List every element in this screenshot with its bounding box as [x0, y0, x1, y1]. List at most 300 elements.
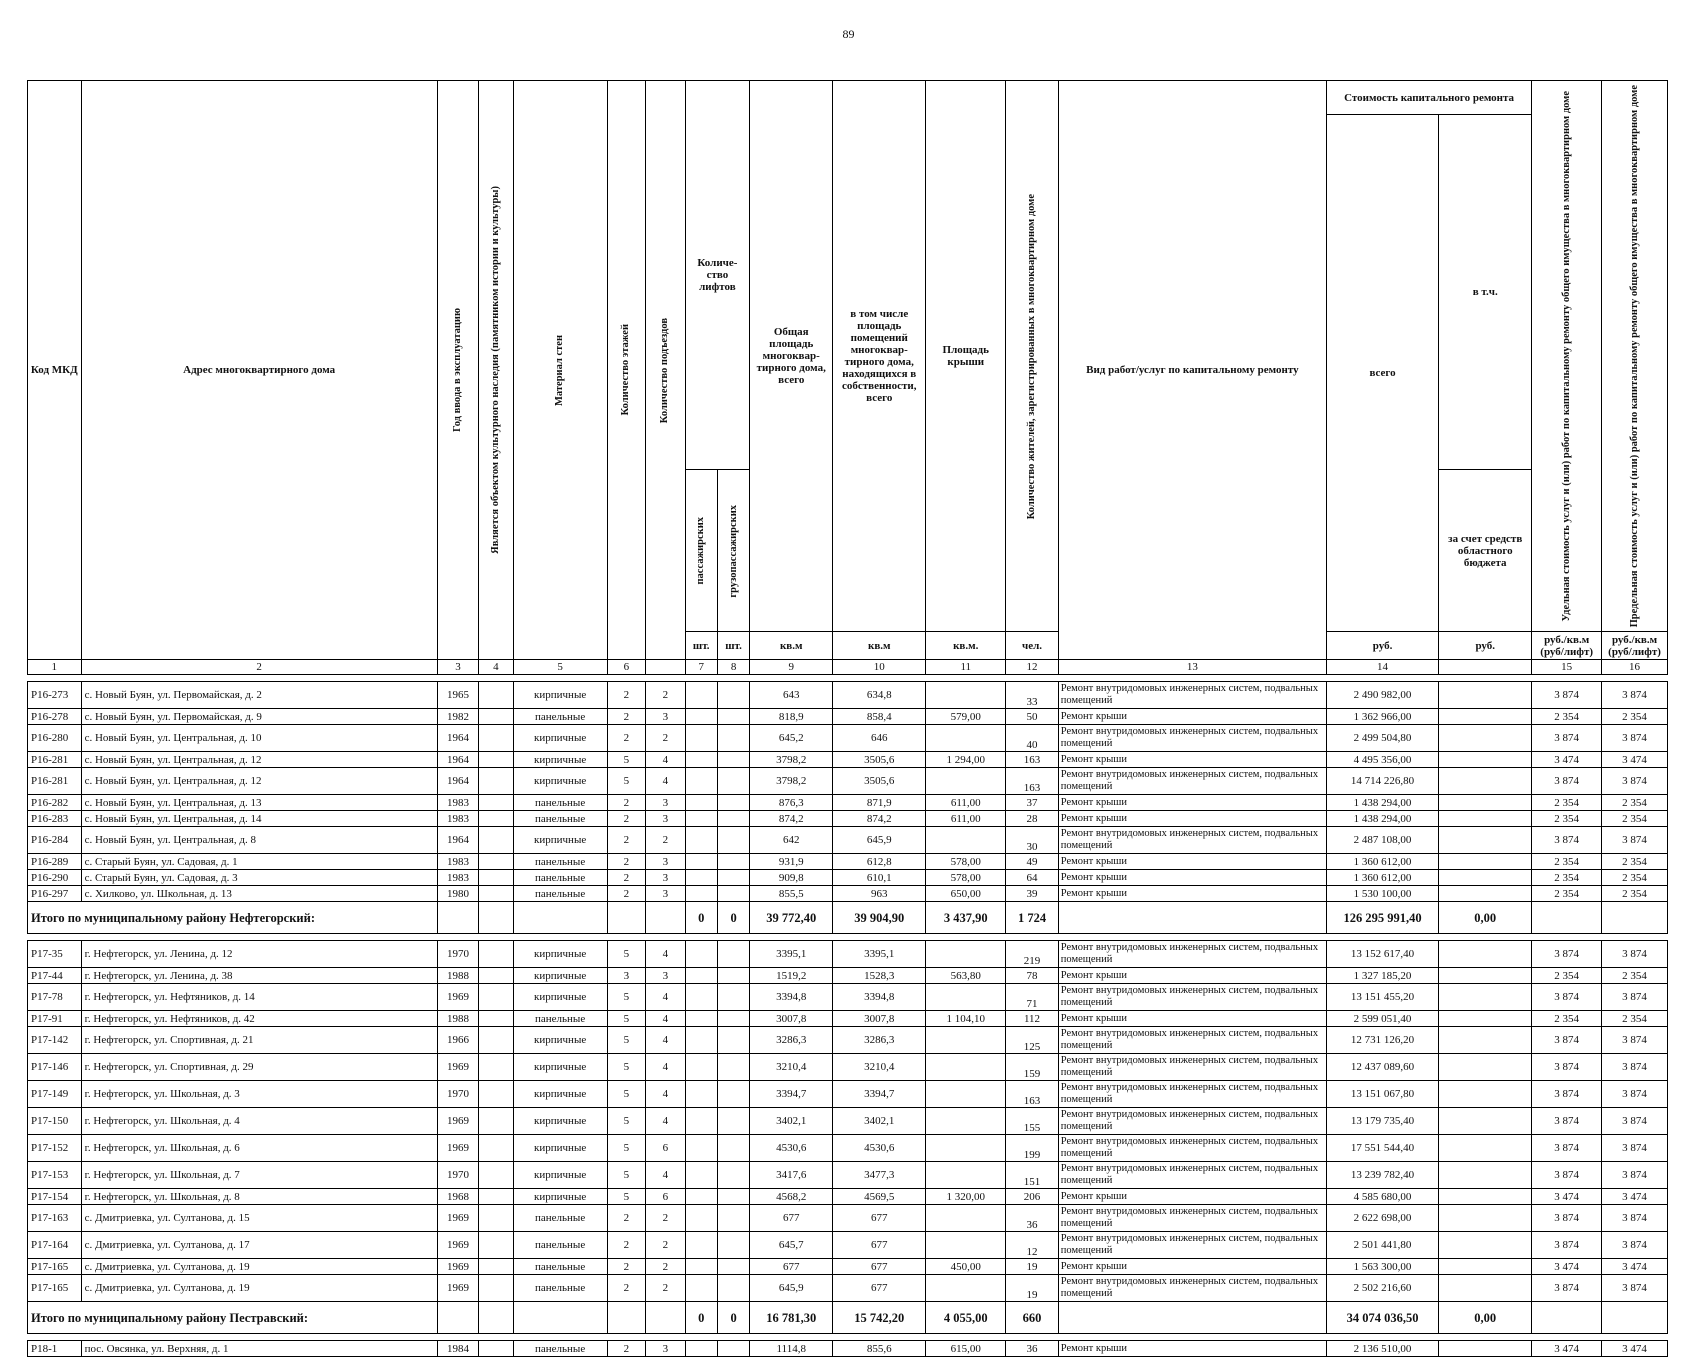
- total-area: 3286,3: [750, 1027, 833, 1054]
- roof-area: [926, 1232, 1006, 1259]
- regional-budget: [1439, 725, 1532, 752]
- regional-budget: [1439, 968, 1532, 984]
- heritage-flag: [479, 1259, 513, 1275]
- house-address: с. Новый Буян, ул. Центральная, д. 13: [81, 795, 437, 811]
- owned-area: 646: [833, 725, 926, 752]
- house-code: P17-44: [28, 968, 82, 984]
- floors-count: 5: [607, 752, 645, 768]
- commission-year: 1969: [437, 1275, 478, 1302]
- header-work-type: Вид работ/услуг по капитальному ремонту: [1058, 81, 1326, 660]
- limit-cost: 3 874: [1602, 768, 1668, 795]
- table-row: [28, 886, 1668, 902]
- entrances-count: 4: [646, 1081, 685, 1108]
- regional-budget: [1439, 941, 1532, 968]
- cost-total: 2 490 982,00: [1326, 682, 1438, 709]
- unit-cost: 3 874: [1532, 768, 1602, 795]
- unit-cost: 3 874: [1532, 1275, 1602, 1302]
- total-area: 909,8: [750, 870, 833, 886]
- page-number: 89: [842, 27, 855, 41]
- work-type: Ремонт крыши: [1058, 709, 1326, 725]
- owned-area: 677: [833, 1275, 926, 1302]
- heritage-flag: [479, 1341, 513, 1357]
- header-residents: Количество жителей, зарегистрированных в многоквартирном доме: [1026, 193, 1037, 519]
- floors-count: 5: [607, 984, 645, 1011]
- regional-budget: [1439, 1011, 1532, 1027]
- floors-count: 5: [607, 941, 645, 968]
- entrances-count: 4: [646, 984, 685, 1011]
- header-total-area: Общая площадь многоквар-тирного дома, всего: [750, 81, 833, 632]
- house-address: г. Нефтегорск, ул. Школьная, д. 4: [81, 1108, 437, 1135]
- work-type: Ремонт внутридомовых инженерных систем, подвальных помещений: [1058, 1027, 1326, 1054]
- floors-count: 2: [607, 1232, 645, 1259]
- roof-area: [926, 1027, 1006, 1054]
- cost-total: 13 152 617,40: [1326, 941, 1438, 968]
- table-row: [28, 870, 1668, 886]
- commission-year: 1968: [437, 1189, 478, 1205]
- lifts-passenger: [685, 725, 717, 752]
- work-type: Ремонт крыши: [1058, 1011, 1326, 1027]
- house-address: г. Нефтегорск, ул. Спортивная, д. 29: [81, 1054, 437, 1081]
- cost-total: 13 179 735,40: [1326, 1108, 1438, 1135]
- lifts-freight: 0: [717, 1302, 749, 1334]
- entrances-count: 4: [646, 752, 685, 768]
- table-row: [28, 795, 1668, 811]
- commission-year: 1969: [437, 1054, 478, 1081]
- total-area: 3210,4: [750, 1054, 833, 1081]
- limit-cost: 2 354: [1602, 795, 1668, 811]
- house-code: P17-165: [28, 1275, 82, 1302]
- total-area: 818,9: [750, 709, 833, 725]
- residents: 151: [1006, 1162, 1059, 1189]
- heritage-flag: [479, 768, 513, 795]
- residents: 40: [1006, 725, 1059, 752]
- header-regional-budget: за счет средств областного бюджета: [1439, 470, 1532, 632]
- floors-count: 5: [607, 768, 645, 795]
- unit-sqm: кв.м: [833, 632, 926, 660]
- limit-cost: 3 874: [1602, 1108, 1668, 1135]
- residents: 155: [1006, 1108, 1059, 1135]
- wall-material: кирпичные: [513, 984, 607, 1011]
- house-address: г. Нефтегорск, ул. Школьная, д. 7: [81, 1162, 437, 1189]
- total-area: 4568,2: [750, 1189, 833, 1205]
- commission-year: 1970: [437, 1162, 478, 1189]
- owned-area: 1528,3: [833, 968, 926, 984]
- house-address: с. Старый Буян, ул. Садовая, д. 3: [81, 870, 437, 886]
- house-address: г. Нефтегорск, ул. Ленина, д. 38: [81, 968, 437, 984]
- heritage-flag: [479, 795, 513, 811]
- wall-material: панельные: [513, 795, 607, 811]
- limit-cost: 3 474: [1602, 1259, 1668, 1275]
- owned-area: 612,8: [833, 854, 926, 870]
- lifts-freight: [717, 1189, 749, 1205]
- house-address: с. Новый Буян, ул. Первомайская, д. 9: [81, 709, 437, 725]
- owned-area: 855,6: [833, 1341, 926, 1357]
- regional-budget: [1439, 886, 1532, 902]
- residents: 159: [1006, 1054, 1059, 1081]
- table-row: [28, 1054, 1668, 1081]
- work-type: Ремонт внутридомовых инженерных систем, подвальных помещений: [1058, 1205, 1326, 1232]
- unit-sqm: кв.м: [750, 632, 833, 660]
- house-code: P18-1: [28, 1341, 82, 1357]
- regional-budget: [1439, 752, 1532, 768]
- owned-area: 4569,5: [833, 1189, 926, 1205]
- residents: 36: [1006, 1341, 1059, 1357]
- roof-area: 611,00: [926, 811, 1006, 827]
- commission-year: 1983: [437, 854, 478, 870]
- house-code: P17-165: [28, 1259, 82, 1275]
- wall-material: кирпичные: [513, 1189, 607, 1205]
- limit-cost: 3 474: [1602, 1189, 1668, 1205]
- cost-total: 1 530 100,00: [1326, 886, 1438, 902]
- lifts-freight: [717, 1027, 749, 1054]
- limit-cost: 3 874: [1602, 1135, 1668, 1162]
- unit-people: чел.: [1006, 632, 1059, 660]
- owned-area: 39 904,90: [833, 902, 926, 934]
- lifts-passenger: [685, 1205, 717, 1232]
- floors-count: 2: [607, 870, 645, 886]
- lifts-freight: [717, 984, 749, 1011]
- lifts-passenger: [685, 1054, 717, 1081]
- empty-cell: [607, 1302, 645, 1334]
- unit-cost: 3 874: [1532, 1135, 1602, 1162]
- house-address: с. Дмитриевка, ул. Султанова, д. 19: [81, 1275, 437, 1302]
- unit-cost: 3 874: [1532, 1205, 1602, 1232]
- owned-area: 610,1: [833, 870, 926, 886]
- lifts-passenger: [685, 1275, 717, 1302]
- wall-material: кирпичные: [513, 725, 607, 752]
- empty-cell: [513, 902, 607, 934]
- work-type: Ремонт внутридомовых инженерных систем, подвальных помещений: [1058, 827, 1326, 854]
- cost-total: 2 499 504,80: [1326, 725, 1438, 752]
- house-address: г. Нефтегорск, ул. Школьная, д. 3: [81, 1081, 437, 1108]
- empty-cell: [646, 902, 685, 934]
- total-area: 3395,1: [750, 941, 833, 968]
- work-type: Ремонт крыши: [1058, 854, 1326, 870]
- work-type: Ремонт внутридомовых инженерных систем, подвальных помещений: [1058, 1108, 1326, 1135]
- roof-area: [926, 1205, 1006, 1232]
- residents: 50: [1006, 709, 1059, 725]
- commission-year: 1964: [437, 768, 478, 795]
- unit-cost: 2 354: [1532, 709, 1602, 725]
- wall-material: панельные: [513, 1341, 607, 1357]
- wall-material: панельные: [513, 870, 607, 886]
- unit-rub-per-sqm: руб./кв.м (руб/лифт): [1602, 632, 1668, 660]
- residents: 19: [1006, 1259, 1059, 1275]
- limit-cost: 3 874: [1602, 1275, 1668, 1302]
- work-type: Ремонт внутридомовых инженерных систем, подвальных помещений: [1058, 984, 1326, 1011]
- entrances-count: 2: [646, 1205, 685, 1232]
- table-row: [28, 968, 1668, 984]
- column-numbers-row: [28, 660, 1668, 675]
- column-number: 14: [1326, 660, 1438, 675]
- owned-area: 3286,3: [833, 1027, 926, 1054]
- heritage-flag: [479, 984, 513, 1011]
- residents: 163: [1006, 1081, 1059, 1108]
- empty-cell: [1602, 902, 1668, 934]
- house-address: г. Нефтегорск, ул. Школьная, д. 6: [81, 1135, 437, 1162]
- lifts-freight: [717, 1259, 749, 1275]
- cost-total: 4 495 356,00: [1326, 752, 1438, 768]
- lifts-passenger: 0: [685, 1302, 717, 1334]
- house-address: г. Нефтегорск, ул. Ленина, д. 12: [81, 941, 437, 968]
- cost-total: 2 136 510,00: [1326, 1341, 1438, 1357]
- header-unit-cost: Удельная стоимость услуг и (или) работ по капитальному ремонту общего имущества в многоквартирном доме: [1560, 90, 1572, 622]
- total-area: 16 781,30: [750, 1302, 833, 1334]
- floors-count: 2: [607, 725, 645, 752]
- commission-year: 1969: [437, 1232, 478, 1259]
- entrances-count: 3: [646, 1341, 685, 1357]
- empty-cell: [1058, 902, 1326, 934]
- column-number: 10: [833, 660, 926, 675]
- total-area: 677: [750, 1259, 833, 1275]
- cost-total: 1 563 300,00: [1326, 1259, 1438, 1275]
- cost-total: 12 731 126,20: [1326, 1027, 1438, 1054]
- residents: 112: [1006, 1011, 1059, 1027]
- header-walls: Материал стен: [554, 334, 566, 406]
- owned-area: 634,8: [833, 682, 926, 709]
- work-type: Ремонт крыши: [1058, 1341, 1326, 1357]
- limit-cost: 2 354: [1602, 886, 1668, 902]
- commission-year: 1969: [437, 1259, 478, 1275]
- table-row: [28, 1275, 1668, 1302]
- unit-cost: 3 874: [1532, 1081, 1602, 1108]
- lifts-passenger: [685, 1081, 717, 1108]
- lifts-freight: [717, 854, 749, 870]
- floors-count: 5: [607, 1027, 645, 1054]
- house-address: с. Новый Буян, ул. Центральная, д. 10: [81, 725, 437, 752]
- heritage-flag: [479, 682, 513, 709]
- header-owned-area: в том числе площадь помещений многоквар-тирного дома, находящихся в собственности, всего: [833, 81, 926, 632]
- column-number: 2: [81, 660, 437, 675]
- table-row: [28, 725, 1668, 752]
- work-type: Ремонт внутридомовых инженерных систем, подвальных помещений: [1058, 1135, 1326, 1162]
- unit-pcs: шт.: [717, 632, 749, 660]
- entrances-count: 4: [646, 1162, 685, 1189]
- total-area: 677: [750, 1205, 833, 1232]
- total-area: 643: [750, 682, 833, 709]
- header-code: Код МКД: [28, 81, 82, 660]
- commission-year: 1964: [437, 752, 478, 768]
- commission-year: 1982: [437, 709, 478, 725]
- lifts-freight: [717, 682, 749, 709]
- house-code: P16-290: [28, 870, 82, 886]
- roof-area: 563,80: [926, 968, 1006, 984]
- cost-total: 13 151 067,80: [1326, 1081, 1438, 1108]
- house-address: с. Хилково, ул. Школьная, д. 13: [81, 886, 437, 902]
- wall-material: панельные: [513, 886, 607, 902]
- commission-year: 1983: [437, 795, 478, 811]
- column-number: 11: [926, 660, 1006, 675]
- regional-budget: [1439, 1027, 1532, 1054]
- total-area: 931,9: [750, 854, 833, 870]
- floors-count: 2: [607, 1341, 645, 1357]
- commission-year: 1965: [437, 682, 478, 709]
- house-code: P17-150: [28, 1108, 82, 1135]
- heritage-flag: [479, 1275, 513, 1302]
- work-type: Ремонт внутридомовых инженерных систем, подвальных помещений: [1058, 1081, 1326, 1108]
- limit-cost: 3 874: [1602, 1054, 1668, 1081]
- column-number: 15: [1532, 660, 1602, 675]
- wall-material: кирпичные: [513, 941, 607, 968]
- commission-year: 1964: [437, 827, 478, 854]
- floors-count: 2: [607, 827, 645, 854]
- lifts-freight: [717, 827, 749, 854]
- owned-area: 3402,1: [833, 1108, 926, 1135]
- lifts-passenger: [685, 1189, 717, 1205]
- table-row: [28, 811, 1668, 827]
- work-type: Ремонт крыши: [1058, 968, 1326, 984]
- roof-area: [926, 682, 1006, 709]
- column-number: 13: [1058, 660, 1326, 675]
- table-row: [28, 768, 1668, 795]
- entrances-count: 4: [646, 1027, 685, 1054]
- regional-budget: [1439, 1054, 1532, 1081]
- house-code: P17-78: [28, 984, 82, 1011]
- commission-year: 1966: [437, 1027, 478, 1054]
- total-area: 3394,7: [750, 1081, 833, 1108]
- house-code: P16-281: [28, 768, 82, 795]
- table-row: [28, 1081, 1668, 1108]
- regional-budget: [1439, 709, 1532, 725]
- entrances-count: 6: [646, 1189, 685, 1205]
- commission-year: 1969: [437, 1135, 478, 1162]
- floors-count: 5: [607, 1054, 645, 1081]
- floors-count: 2: [607, 709, 645, 725]
- house-address: с. Старый Буян, ул. Садовая, д. 1: [81, 854, 437, 870]
- house-address: с. Новый Буян, ул. Центральная, д. 12: [81, 768, 437, 795]
- lifts-freight: [717, 1205, 749, 1232]
- wall-material: панельные: [513, 854, 607, 870]
- lifts-freight: [717, 709, 749, 725]
- entrances-count: 2: [646, 1259, 685, 1275]
- column-number: 5: [513, 660, 607, 675]
- unit-cost: 3 874: [1532, 1232, 1602, 1259]
- lifts-passenger: [685, 709, 717, 725]
- total-area: 3007,8: [750, 1011, 833, 1027]
- cost-total: 12 437 089,60: [1326, 1054, 1438, 1081]
- wall-material: кирпичные: [513, 1054, 607, 1081]
- lifts-passenger: [685, 886, 717, 902]
- roof-area: 579,00: [926, 709, 1006, 725]
- wall-material: кирпичные: [513, 1135, 607, 1162]
- wall-material: панельные: [513, 811, 607, 827]
- unit-cost: 3 474: [1532, 1341, 1602, 1357]
- wall-material: панельные: [513, 1275, 607, 1302]
- floors-count: 2: [607, 1259, 645, 1275]
- lifts-passenger: [685, 752, 717, 768]
- floors-count: 2: [607, 886, 645, 902]
- total-area: 3394,8: [750, 984, 833, 1011]
- residents: 163: [1006, 752, 1059, 768]
- total-area: 642: [750, 827, 833, 854]
- cost-total: 1 438 294,00: [1326, 795, 1438, 811]
- table-row: [28, 1135, 1668, 1162]
- residents: 206: [1006, 1189, 1059, 1205]
- unit-cost: 3 874: [1532, 941, 1602, 968]
- owned-area: 677: [833, 1205, 926, 1232]
- lifts-passenger: [685, 1259, 717, 1275]
- house-address: с. Новый Буян, ул. Первомайская, д. 2: [81, 682, 437, 709]
- roof-area: 450,00: [926, 1259, 1006, 1275]
- lifts-freight: [717, 811, 749, 827]
- owned-area: 963: [833, 886, 926, 902]
- empty-cell: [1058, 1302, 1326, 1334]
- lifts-freight: [717, 1341, 749, 1357]
- work-type: Ремонт внутридомовых инженерных систем, подвальных помещений: [1058, 682, 1326, 709]
- limit-cost: 2 354: [1602, 709, 1668, 725]
- regional-budget: [1439, 1108, 1532, 1135]
- empty-cell: [513, 1302, 607, 1334]
- house-code: P17-146: [28, 1054, 82, 1081]
- header-limit-cost: Предельная стоимость услуг и (или) работ по капитальному ремонту общего имущества в многоквартирном доме: [1628, 85, 1640, 628]
- cost-total: 34 074 036,50: [1326, 1302, 1438, 1334]
- entrances-count: 3: [646, 870, 685, 886]
- lifts-freight: [717, 725, 749, 752]
- unit-cost: 3 874: [1532, 725, 1602, 752]
- unit-cost: 3 874: [1532, 827, 1602, 854]
- commission-year: 1969: [437, 984, 478, 1011]
- residents: 28: [1006, 811, 1059, 827]
- header-year: Год ввода в эксплуатацию: [451, 308, 463, 433]
- cost-total: 126 295 991,40: [1326, 902, 1438, 934]
- work-type: Ремонт крыши: [1058, 752, 1326, 768]
- limit-cost: 3 874: [1602, 725, 1668, 752]
- heritage-flag: [479, 1205, 513, 1232]
- lifts-passenger: [685, 768, 717, 795]
- cost-total: 1 362 966,00: [1326, 709, 1438, 725]
- lifts-passenger: [685, 941, 717, 968]
- empty-cell: [437, 902, 478, 934]
- district-total-label: Итого по муниципальному району Нефтегорский:: [28, 902, 438, 934]
- header-entrances: Количество подъездов: [659, 317, 671, 423]
- entrances-count: 4: [646, 1054, 685, 1081]
- column-number: [1439, 660, 1532, 675]
- table-row: [28, 854, 1668, 870]
- work-type: Ремонт внутридомовых инженерных систем, подвальных помещений: [1058, 725, 1326, 752]
- cost-total: 1 360 612,00: [1326, 870, 1438, 886]
- house-address: с. Дмитриевка, ул. Султанова, д. 19: [81, 1259, 437, 1275]
- column-number: 7: [685, 660, 717, 675]
- unit-cost: 3 874: [1532, 1054, 1602, 1081]
- table-row: [28, 1027, 1668, 1054]
- total-area: 3417,6: [750, 1162, 833, 1189]
- work-type: Ремонт внутридомовых инженерных систем, подвальных помещений: [1058, 1275, 1326, 1302]
- roof-area: 1 320,00: [926, 1189, 1006, 1205]
- regional-budget: [1439, 1189, 1532, 1205]
- commission-year: 1983: [437, 870, 478, 886]
- regional-budget: [1439, 1232, 1532, 1259]
- house-code: P16-297: [28, 886, 82, 902]
- commission-year: 1970: [437, 1081, 478, 1108]
- heritage-flag: [479, 1054, 513, 1081]
- cost-total: 13 239 782,40: [1326, 1162, 1438, 1189]
- residents: 125: [1006, 1027, 1059, 1054]
- limit-cost: 3 874: [1602, 1162, 1668, 1189]
- lifts-passenger: [685, 1162, 717, 1189]
- regional-budget: [1439, 1259, 1532, 1275]
- residents: 199: [1006, 1135, 1059, 1162]
- unit-rub: руб.: [1439, 632, 1532, 660]
- wall-material: панельные: [513, 1011, 607, 1027]
- column-number: 12: [1006, 660, 1059, 675]
- house-code: P17-164: [28, 1232, 82, 1259]
- wall-material: кирпичные: [513, 827, 607, 854]
- heritage-flag: [479, 1162, 513, 1189]
- column-number: 16: [1602, 660, 1668, 675]
- work-type: Ремонт крыши: [1058, 1189, 1326, 1205]
- regional-budget: [1439, 682, 1532, 709]
- unit-cost: 3 874: [1532, 984, 1602, 1011]
